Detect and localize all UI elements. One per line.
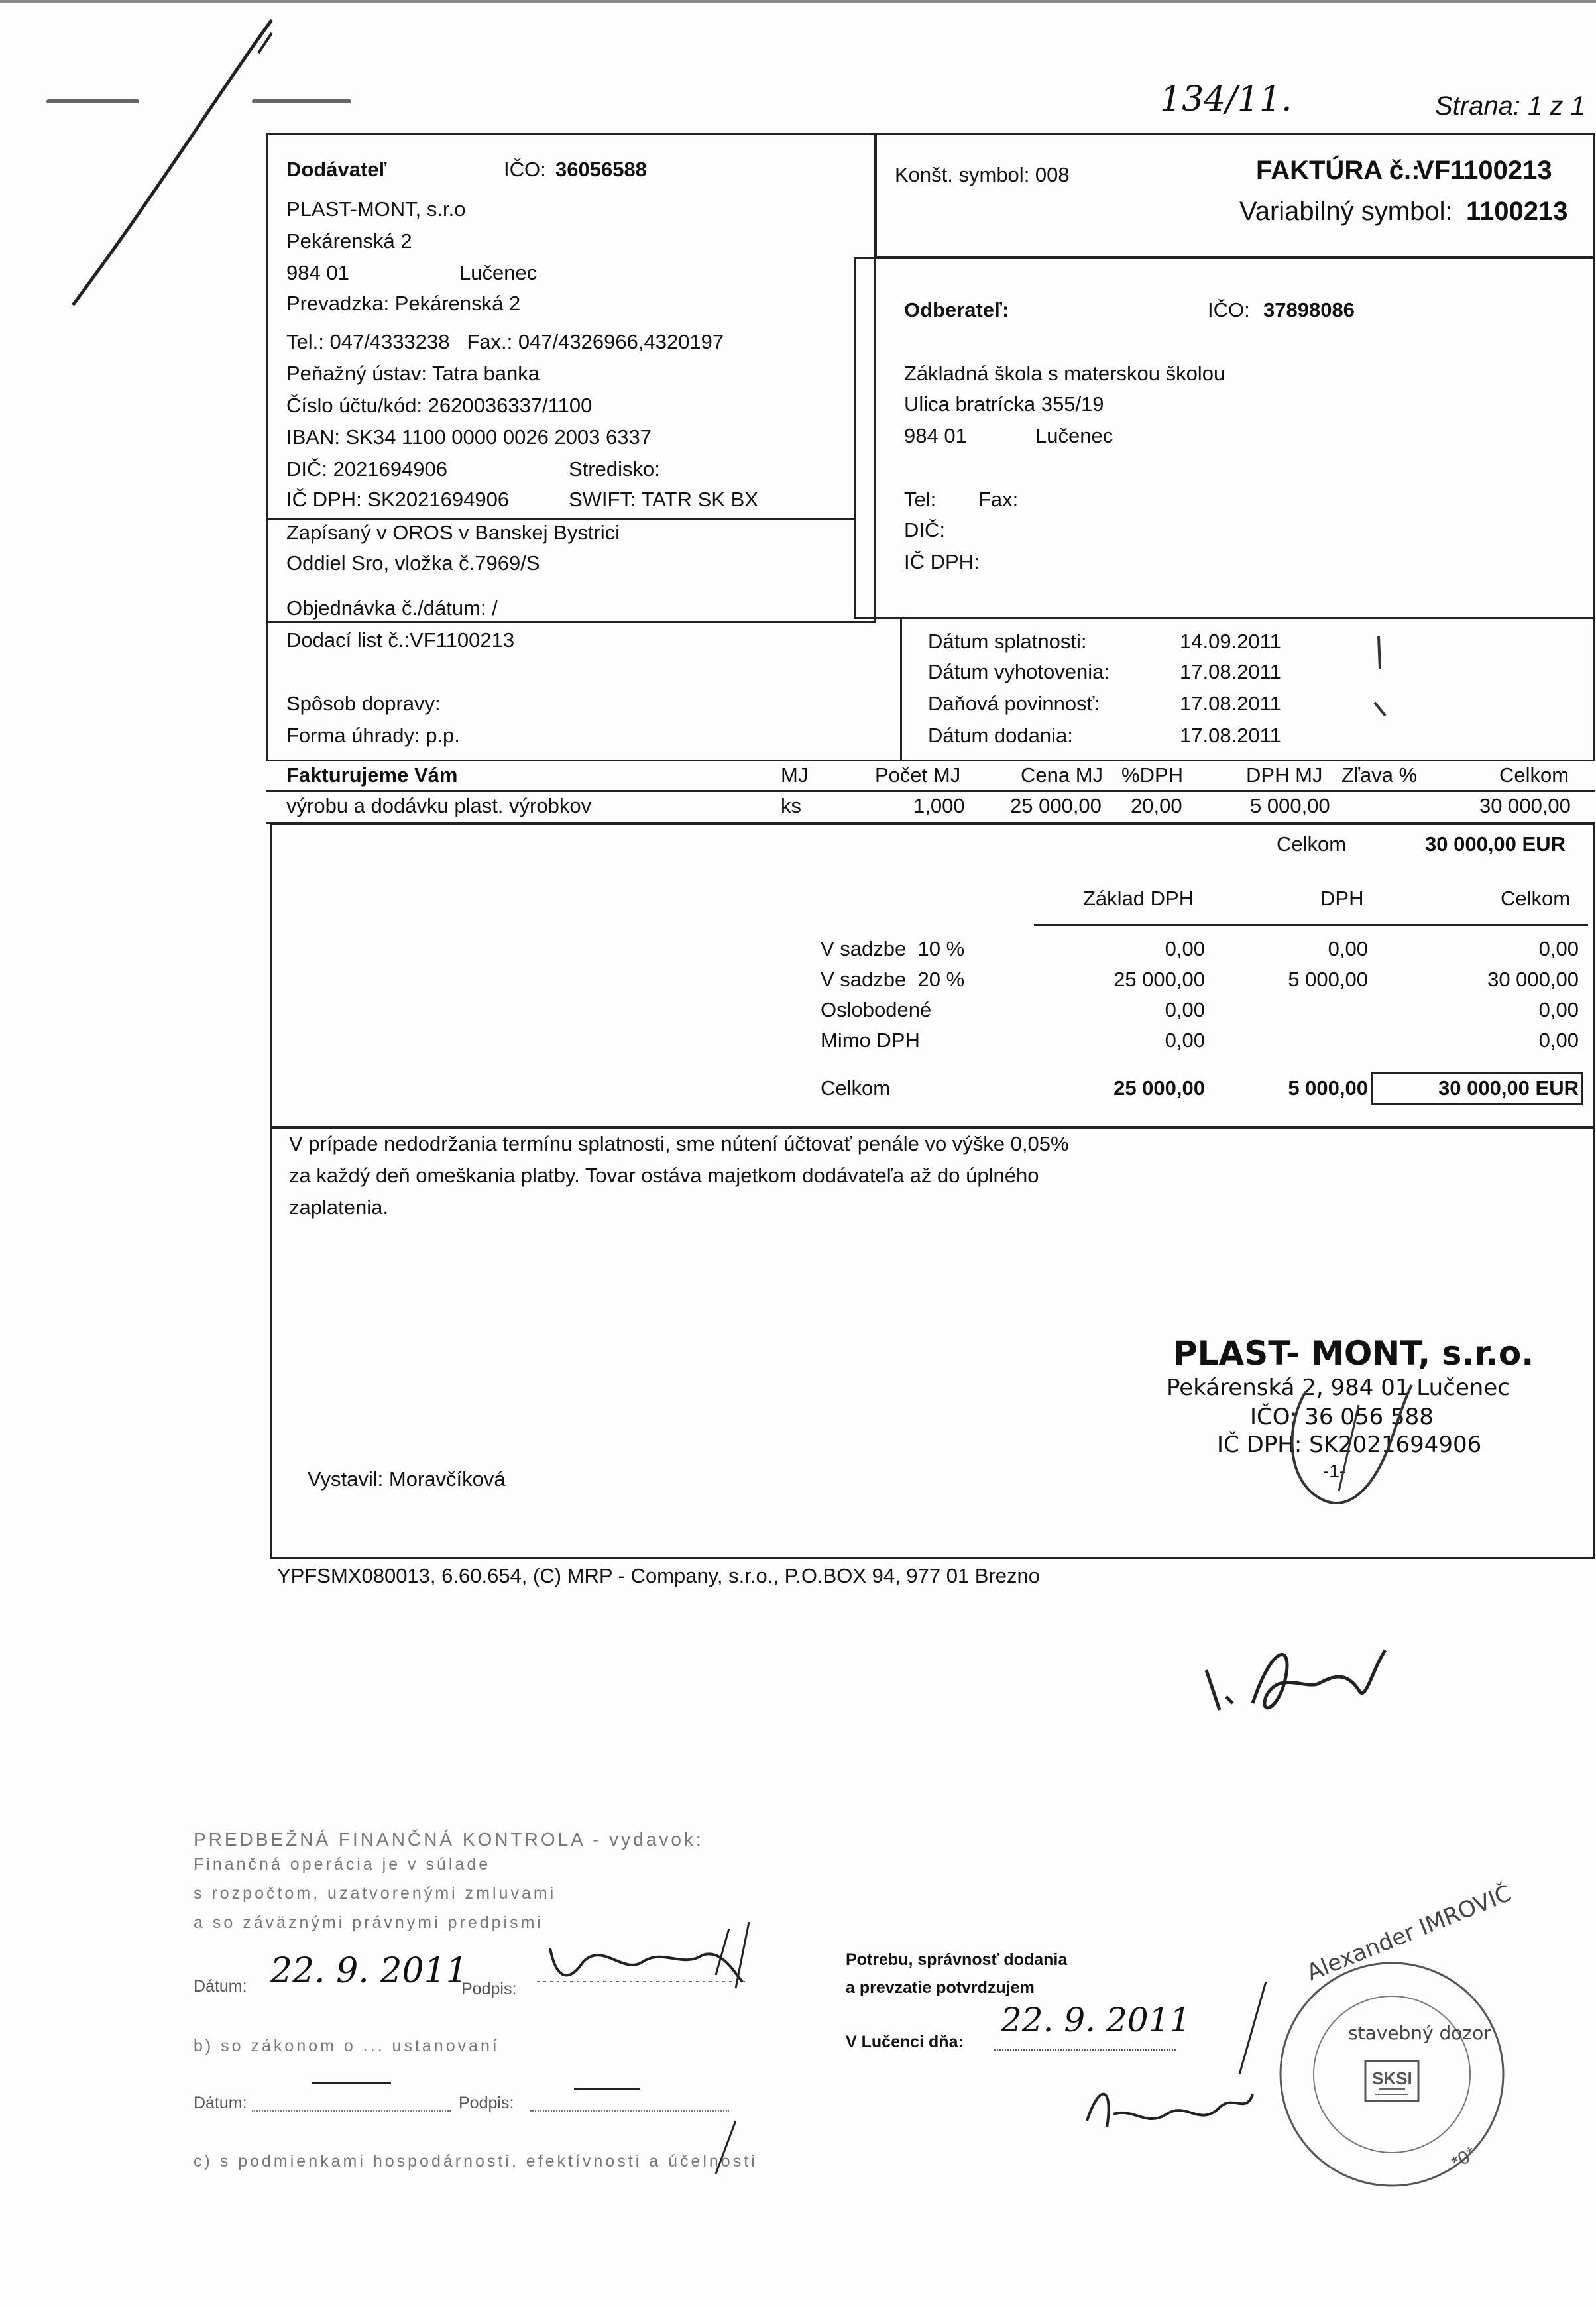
supplier-label: Dodávateľ: [286, 158, 387, 181]
dates-right-border: [1593, 619, 1595, 761]
vat-row-vat: 0,00: [1328, 937, 1368, 960]
order-reference: Objednávka č./dátum: /: [286, 596, 498, 620]
supplier-register-2: Oddiel Sro, vložka č.7969/S: [286, 551, 540, 575]
delivery-date-value: 17.08.2011: [1180, 724, 1281, 747]
control-line-4: b) so zákonom o ... ustanovaní: [194, 2037, 500, 2055]
vat-heading: DPH: [1320, 887, 1364, 910]
confirm-line-1: Potrebu, správnosť dodania: [846, 1950, 1068, 1969]
customer-icdph: IČ DPH:: [904, 550, 980, 573]
confirm-date: 22. 9. 2011: [1001, 2001, 1191, 2039]
item-vat-rate: 20,00: [1131, 794, 1182, 817]
control-date2-label: Dátum:: [194, 2094, 247, 2112]
variable-symbol-label: Variabilný symbol:: [1239, 197, 1453, 226]
payment-method: Forma úhrady: p.p.: [286, 724, 460, 747]
vat-row-base: 0,00: [1165, 1029, 1205, 1052]
stamp-number: -1-: [1323, 1461, 1346, 1481]
customer-name: Základná škola s materskou školou: [904, 362, 1226, 385]
customer-tel: Tel:: [904, 488, 937, 511]
control-date-value: 22. 9. 2011: [270, 1951, 468, 1991]
invoice-title-label: FAKTÚRA č.:: [1256, 156, 1420, 185]
confirm-line-2: a prevzatie potvrdzujem: [846, 1978, 1035, 1997]
control-sign-label: Podpis:: [461, 1980, 517, 1998]
supplier-swift: SWIFT: TATR SK BX: [569, 488, 758, 511]
vat-row-label: Oslobodené: [821, 998, 932, 1021]
handwritten-signature: [1193, 1630, 1405, 1736]
grand-total-label: Celkom: [1277, 832, 1347, 856]
issued-by: Vystavil: Moravčíková: [308, 1467, 506, 1491]
vat-row-label: V sadzbe 10 %: [821, 937, 965, 960]
control-sign2-dotted: [530, 2110, 729, 2112]
supplier-ico: 36056588: [555, 158, 647, 181]
supplier-account: Číslo účtu/kód: 2620036337/1100: [286, 394, 593, 417]
supplier-dic: DIČ: 2021694906: [286, 457, 448, 480]
handwritten-reference: 134/11.: [1160, 80, 1292, 119]
supplier-bank: Peňažný ústav: Tatra banka: [286, 362, 540, 385]
stamp-ico: IČO: 36 056 588: [1250, 1404, 1434, 1430]
round-stamp-role: stavebný dozor: [1348, 2022, 1491, 2044]
vat-heading-underline: [1034, 924, 1588, 926]
round-stamp-number: *0*: [1448, 2142, 1480, 2173]
pen-tick-marks: [1365, 630, 1405, 722]
vat-row-vat: 5 000,00: [1288, 968, 1368, 991]
customer-fax: Fax:: [978, 488, 1019, 511]
vat-row-base: 25 000,00: [1113, 968, 1205, 991]
transport-method: Spôsob dopravy:: [286, 692, 441, 715]
item-vat-unit: 5 000,00: [1250, 794, 1330, 817]
confirm-date-dotted: [994, 2049, 1176, 2051]
round-stamp-name: Alexander IMROVIČ: [1303, 1880, 1516, 1987]
supplier-name: PLAST-MONT, s.r.o: [286, 197, 466, 221]
vat-total-heading: Celkom: [1501, 887, 1571, 910]
vat-row-label: V sadzbe 20 %: [821, 968, 965, 991]
vat-row-base: 0,00: [1165, 937, 1205, 960]
customer-ico: 37898086: [1263, 298, 1355, 321]
supplier-premises: Prevadzka: Pekárenská 2: [286, 292, 521, 315]
col-unit: MJ: [781, 763, 809, 787]
col-total: Celkom: [1499, 763, 1569, 787]
handwritten-slash-mark: [20, 13, 285, 345]
vat-row-base: 0,00: [1165, 998, 1205, 1021]
software-footer: YPFSMX080013, 6.60.654, (C) MRP - Company, s.r.o., P.O.BOX 94, 977 01 Brezno: [277, 1564, 1041, 1587]
col-description: Fakturujeme Vám: [286, 763, 458, 787]
vat-base-heading: Základ DPH: [1083, 887, 1194, 910]
stamp-icdph: IČ DPH: SK2021694906: [1217, 1432, 1482, 1458]
supplier-street: Pekárenská 2: [286, 229, 412, 253]
tax-date-value: 17.08.2011: [1180, 692, 1281, 715]
delivery-date-label: Dátum dodania:: [928, 724, 1073, 747]
supplier-ico-label: IČO:: [504, 158, 546, 181]
item-total: 30 000,00: [1479, 794, 1571, 817]
page-indicator: Strana: 1 z 1: [1435, 91, 1585, 121]
control-line-3: a so záväznými právnymi predpismi: [194, 1913, 543, 1932]
customer-street: Ulica bratrícka 355/19: [904, 392, 1104, 416]
control-line-2: s rozpočtom, uzatvorenými zmluvami: [194, 1884, 557, 1903]
order-left-border: [266, 619, 268, 761]
supplier-icdph: IČ DPH: SK2021694906: [286, 488, 510, 511]
col-vat-rate: %DPH: [1121, 763, 1184, 787]
vat-row-total: 0,00: [1538, 998, 1579, 1021]
customer-label: Odberateľ:: [904, 298, 1009, 321]
customer-dic: DIČ:: [904, 518, 945, 541]
note-line-3: zaplatenia.: [289, 1196, 388, 1219]
customer-city: Lučenec: [1035, 424, 1113, 447]
vat-row-label: Mimo DPH: [821, 1029, 920, 1052]
supplier-iban: IBAN: SK34 1100 0000 0026 2003 6337: [286, 425, 652, 449]
supplier-zip: 984 01: [286, 261, 349, 284]
vat-sum-label: Celkom: [821, 1076, 891, 1099]
round-stamp-code: SKSI: [1372, 2068, 1412, 2088]
customer-ico-label: IČO:: [1208, 298, 1250, 321]
col-quantity: Počet MJ: [875, 763, 961, 787]
col-vat-unit: DPH MJ: [1246, 763, 1323, 787]
confirm-signature: [1074, 2068, 1259, 2154]
due-date-label: Dátum splatnosti:: [928, 630, 1087, 653]
supplier-phone-fax: Tel.: 047/4333238 Fax.: 047/4326966,4320197: [286, 330, 724, 353]
due-date-value: 14.09.2011: [1180, 630, 1281, 653]
issue-date-value: 17.08.2011: [1180, 660, 1281, 683]
items-top-line: [266, 760, 1595, 761]
control-strike-2: [574, 2088, 640, 2090]
item-unit-price: 25 000,00: [1010, 794, 1102, 817]
variable-symbol: 1100213: [1466, 197, 1568, 226]
supplier-center: Stredisko:: [569, 457, 660, 480]
stamp-address: Pekárenská 2, 984 01 Lučenec: [1167, 1375, 1510, 1401]
control-line-1: Finančná operácia je v súlade: [194, 1855, 491, 1874]
vat-row-total: 0,00: [1538, 1029, 1579, 1052]
grand-total-value: 30 000,00 EUR: [1425, 832, 1566, 856]
stamp-signature: [1279, 1365, 1425, 1511]
dates-left-border: [900, 619, 902, 761]
stamp-company-name: PLAST- MONT, s.r.o.: [1173, 1334, 1534, 1373]
confirm-line-3: V Lučenci dňa:: [846, 2033, 964, 2051]
delivery-note: Dodací list č.:VF1100213: [286, 628, 515, 651]
control-date2-dotted: [252, 2110, 451, 2112]
customer-zip: 984 01: [904, 424, 967, 447]
supplier-city: Lučenec: [459, 261, 538, 284]
control-date-label: Dátum:: [194, 1977, 247, 1996]
note-line-1: V prípade nedodržania termínu splatnosti, sme nútení účtovať penále vo výške 0,05%: [289, 1132, 1069, 1155]
control-title: PREDBEŽNÁ FINANČNÁ KONTROLA - vydavok:: [194, 1829, 704, 1850]
note-line-2: za každý deň omeškania platby. Tovar ostáva majetkom dodávateľa až do úplného: [289, 1164, 1039, 1187]
vat-sum-total: 30 000,00 EUR: [1438, 1076, 1579, 1099]
col-discount: Zľava %: [1341, 763, 1418, 787]
constant-symbol: Konšt. symbol: 008: [895, 163, 1070, 186]
invoice-number: VF1100213: [1416, 156, 1552, 185]
issue-date-label: Dátum vyhotovenia:: [928, 660, 1110, 683]
control-line-5: c) s podmienkami hospodárnosti, efektívnosti a účelnosti: [194, 2152, 758, 2170]
item-description: výrobu a dodávku plast. výrobkov: [286, 794, 592, 817]
supplier-register-1: Zapísaný v OROS v Banskej Bystrici: [286, 521, 620, 544]
vat-row-total: 30 000,00: [1487, 968, 1579, 991]
control-strike-1: [312, 2082, 391, 2084]
col-unit-price: Cena MJ: [1021, 763, 1104, 787]
vat-sum-vat: 5 000,00: [1288, 1076, 1368, 1099]
vat-row-total: 0,00: [1538, 937, 1579, 960]
scan-edge-line: [0, 0, 1596, 3]
control-pen-strokes: [703, 1922, 742, 2187]
control-sign2-label: Podpis:: [459, 2094, 514, 2112]
item-quantity: 1,000: [913, 794, 965, 817]
item-unit: ks: [781, 794, 801, 817]
items-header-line: [266, 790, 1595, 792]
tax-date-label: Daňová povinnosť:: [928, 692, 1100, 715]
vat-sum-base: 25 000,00: [1113, 1076, 1205, 1099]
